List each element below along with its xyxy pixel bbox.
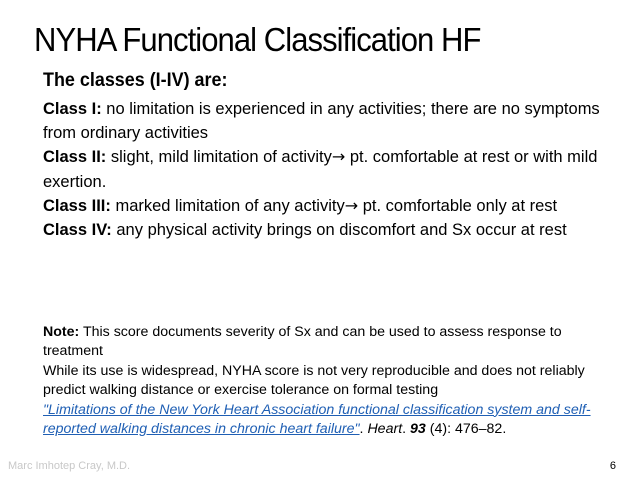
class-list (43, 97, 623, 242)
slide-title: NYHA Functional Classification HF (34, 21, 481, 58)
arrow-right-icon: → (344, 195, 359, 215)
class-description: marked limitation of any activity (110, 196, 345, 215)
class-label: Class III: (43, 196, 111, 215)
reference-citation (43, 401, 623, 440)
class-label: Class II: (43, 148, 107, 167)
class-item-iv (43, 218, 623, 242)
class-item-ii (43, 145, 623, 193)
reference-journal: Heart (367, 421, 403, 438)
reference-pages: (4): 476–82. (425, 421, 507, 438)
class-item-i (43, 97, 623, 145)
slide-content (43, 67, 623, 242)
notes-section (43, 323, 623, 439)
class-description: slight, mild limitation of activity (106, 148, 332, 167)
classes-heading: The classes (I-IV) are: (43, 69, 228, 91)
class-description-continued: pt. comfortable only at rest (358, 196, 558, 215)
note-label: Note: (43, 324, 80, 340)
note-paragraph (43, 323, 623, 362)
reference-punctuation: . (359, 421, 368, 438)
reference-separator: . (402, 421, 411, 438)
class-label: Class IV: (43, 221, 112, 240)
class-description-continued: pt. comfortable at rest or with mild exertion. (43, 148, 598, 191)
reference-volume: 93 (410, 421, 426, 438)
reference-link[interactable]: "Limitations of the New York Heart Association functional classification system and self-reported walking distances in chronic heart failure" (43, 401, 591, 438)
footer-author: Marc Imhotep Cray, M.D. (8, 460, 131, 472)
page-number: 6 (609, 460, 616, 472)
class-description: any physical activity brings on discomfort and Sx occur at rest (111, 221, 567, 240)
note-text: This score documents severity of Sx and can be used to assess response to treatment (43, 324, 562, 360)
class-item-iii (43, 194, 623, 218)
class-label: Class I: (43, 100, 102, 118)
arrow-right-icon: → (331, 147, 346, 167)
class-description: no limitation is experienced in any activities; there are no symptoms from ordinary activities (43, 100, 600, 143)
note-paragraph-reproducibility: While its use is widespread, NYHA score is not very reproducible and does not reliably predict walking distance or exercise tolerance on formal testing (43, 362, 585, 399)
